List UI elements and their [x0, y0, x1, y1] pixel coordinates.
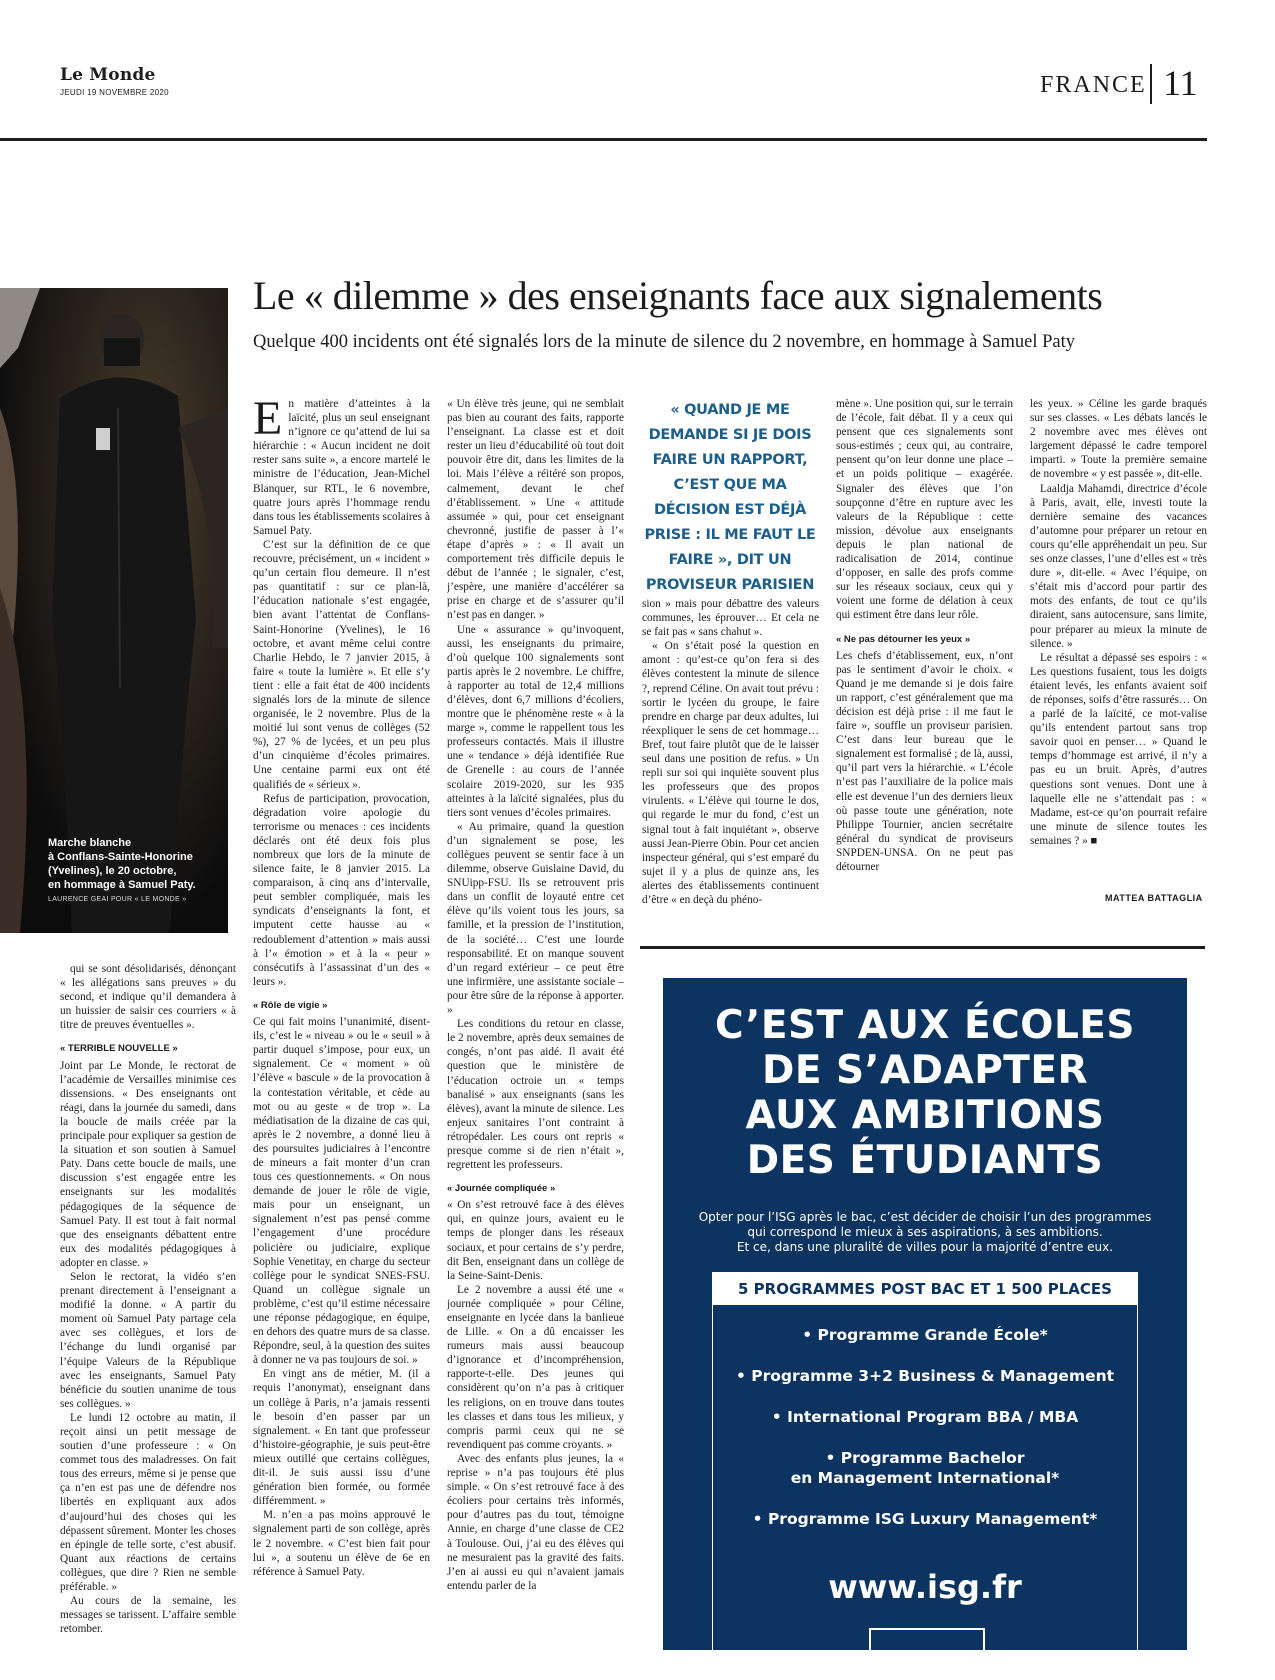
- photo-caption-line: en hommage à Samuel Paty.: [48, 879, 196, 891]
- article-column-2: [447, 397, 624, 1650]
- article-paragraph: [447, 623, 624, 820]
- article-paragraph: [253, 1367, 430, 1508]
- ad-subtitle-line: Et ce, dans une pluralité de villes pour la majorité d’entre eux.: [736, 1240, 1114, 1254]
- paragraph-text: « Ne pas détourner les yeux »: [836, 633, 971, 645]
- paragraph-text: Au cours de la semaine, les messages se tarissent. L’affaire semble retomber.: [60, 1595, 236, 1636]
- paragraph-text: sion » mais pour débattre des valeurs communes, les éprouver… Et cela ne se fait pas « sans chahut ».: [642, 598, 819, 639]
- paragraph-text: Une « assurance » qu’invoquent, aussi, les enseignants du primaire, d’où quelque 100 signalements sont partis après le 2 novembre. Le chiffre, à rapporter au total de 12,4 millions d’élèves, dont 6,7 millions d’écoliers, montre que le phénomène reste « à la marge », comme le rappellent tous les professeurs contactés. Mais il illustre une « tendance » déjà identifiée Rue de Grenelle : au cours de l’année scolaire 2019-2020, sur les 935 atteintes à la laïcité signalées, plus du tiers sont venues d’écoles primaires.: [447, 623, 624, 819]
- article-column-5: [1030, 397, 1207, 889]
- paragraph-text: « Un élève très jeune, qui ne semblait pas bien au courant des faits, rapporte l’enseignant. La classe est et doit rester un lieu d’éducabilité où tout doit pouvoir être dit, dans les limites de la loi. Mais l’élève a réitéré son propos, calmement, devant le chef d’établissement. » Une « attitude assumée » qui, pour cet enseignant chevronné, justifie de passer à l’« étape d’après » : « Il avait un comportement très difficile depuis le début de l’année ; le signaler, c’est, j’espère, une manière d’accélérer sa prise en charge et de s’assurer qu’il n’est pas en danger. »: [447, 398, 624, 622]
- ad-program-item: en Management International*: [790, 1469, 1060, 1487]
- paragraph-text: M. n’en a pas moins approuvé le signalement parti de son collège, après le 2 novembre. « C’est bien fait pour lui », a soutenu un élève de 6e en référence à Samuel Paty.: [253, 1509, 430, 1578]
- article-paragraph: [447, 1452, 624, 1593]
- ad-logo-frame: [869, 1628, 985, 1670]
- paragraph-text: les yeux. » Céline les garde braqués sur ses classes. « Les débats lancés le 2 novembre avec mes élèves ont largement dépassé le cadre temporel imparti. » Toute la première semaine de novembre « y est passée », dit-elle.: [1030, 398, 1207, 481]
- article-paragraph: [253, 538, 430, 792]
- ad-program-item: • Programme Grande École*: [802, 1326, 1048, 1344]
- article-subheading: [447, 1182, 624, 1196]
- paragraph-text: « On s’était posé la question en amont : qu’est-ce qu’on fera si des élèves contestent la minute de silence ?, reprend Céline. On avait tout prévu : sortir le lycéen du groupe, le faire prendre en charge par deux adultes, lui réexpliquer le sens de cet hommage… Bref, tout faire plutôt que de le laisser seul dans une position de refus. » Un repli sur soi qui inquiète souvent plus les professeurs que des propos virulents. « L’élève qui tourne le dos, qui regarde le mur du fond, c’est un signal tout à fait inquiétant », observe aussi Jean-Pierre Obin. Pour cet ancien inspecteur général, qui s’est emparé du sujet il y a plus de quinze ans, les alertes des établissements continuent d’être « en deçà du phéno-: [642, 640, 819, 906]
- paragraph-text: En vingt ans de métier, M. (il a requis l’anonymat), enseignant dans un collège à Paris, n’a jamais ressenti le besoin d’en passer par un signalement. « En tant que professeur d’histoire-géographie, je suis peut-être mieux outillé que certains collègues, dit-il. Je suis aussi issu d’une génération bien formée, ou formée différemment. »: [253, 1368, 430, 1508]
- article-paragraph: [447, 1017, 624, 1172]
- paragraph-text: « Au primaire, quand la question d’un signalement se pose, les collègues peuvent se sentir face à un dilemme, observe Guislaine David, du SNUipp-FSU. Ils se retrouvent pris dans un conflit de loyauté entre cet élève qu’ils voient tous les jours, sa famille, et la pression de l’institution, de la société… C’est une lourde responsabilité. Et on manque souvent d’un regard extérieur – ce peut être une infirmière, une assistante sociale – pour être sûre de la réponse à apporter. »: [447, 820, 624, 1017]
- pull-quote: « QUAND JE ME DEMANDE SI JE DOIS FAIRE UN RAPPORT, C’EST QUE MA DÉCISION EST DÉJÀ PRISE : IL ME FAUT LE FAIRE », DIT UN PROVISEUR PARISIEN: [644, 402, 816, 593]
- ad-program-item: • Programme ISG Luxury Management*: [752, 1510, 1098, 1528]
- paragraph-text: « On s’est retrouvé face à des élèves qui, en quinze jours, avaient eu le temps de plonger dans les réseaux sociaux, et pour certains de s’y perdre, dit Ben, enseignant dans un collège de la Seine-Saint-Denis.: [447, 1199, 624, 1282]
- header-rule: [0, 138, 1207, 141]
- paragraph-text: Laaldja Mahamdi, directrice d’école à Paris, avait, elle, investi toute la dernière semaine des vacances d’automne pour préparer un retour en cours qu’elle appréhendait un peu. Sur ses onze classes, l’une d’elles est « très dure », dit-elle. « Avec l’équipe, on s’était mis d’accord pour partir des mots des enfants, de tout ce qu’ils diraient, sans autocensure, sans limite, pour préparer au mieux la minute de silence. »: [1030, 482, 1207, 650]
- photo-caption-line: (Yvelines), le 20 octobre,: [48, 865, 177, 877]
- article-paragraph: [60, 1270, 236, 1411]
- paragraph-text: C’est sur la définition de ce que recouvre, précisément, un « incident » qu’un certain flou demeure. Il n’est pas quantitatif : sur ce plan-là, l’éducation nationale s’est engagée, bien avant l’attentat de Conflans-Saint-Honorine (Yvelines), le 16 octobre, et avant même celui contre Charlie Hebdo, le 7 janvier 2015, à faire « toute la lumière ». Et elle s’y tient : elle a fait état de 400 incidents signalés lors de la minute de silence organisée, le 2 novembre. Plus de la moitié lui sont venus de collèges (52 %), 27 % de lycées, et un peu plus d’un cinquième d’écoles primaires. Une centaine parmi eux ont été qualifiés de « sérieux ».: [253, 538, 430, 791]
- paragraph-text: « Rôle de vigie »: [253, 999, 328, 1011]
- photo-credit: LAURENCE GEAI POUR « LE MONDE »: [48, 896, 187, 903]
- newspaper-logo: Le Monde: [60, 65, 156, 85]
- photo-caption-line: à Conflans-Sainte-Honorine: [48, 851, 193, 863]
- ad-title-line: DES ÉTUDIANTS: [746, 1138, 1104, 1183]
- article-column-4: [836, 397, 1013, 907]
- article-paragraph: [1030, 651, 1207, 848]
- issue-date: JEUDI 19 NOVEMBRE 2020: [60, 88, 169, 97]
- article-paragraph: [60, 1411, 236, 1594]
- article-paragraph: [253, 1508, 430, 1578]
- ad-subtitle-line: Opter pour l’ISG après le bac, c’est décider de choisir l’un des programmes: [698, 1210, 1152, 1224]
- article-paragraph: [836, 649, 1013, 875]
- ad-subtitle-line: qui correspond le mieux à ses aspirations, à ses ambitions.: [747, 1225, 1103, 1239]
- article-paragraph: [253, 1015, 430, 1367]
- photo-caption: [48, 836, 223, 892]
- paragraph-text: Ce qui fait moins l’unanimité, disent-ils, c’est le « niveau » ou le « seuil » à partir duquel s’impose, pour eux, un signalement. Ce « moment » où l’élève « bascule » de la provocation à la contestation véritable, et cède au mot ou au geste « de trop ». La médiatisation de la dizaine de cas qui, après le 2 novembre, a donné lieu à des poursuites judiciaires à l’encontre de mineurs a fait monter d’un cran tous ces questionnements. « On nous demande de jouer le rôle de vigie, mais pour un enseignant, un signalement n’est pas pensé comme l’engagement d’une procédure policière ou judiciaire, explique Sophie Venetitay, en charge du secteur collège pour le syndicat SNES-FSU. Quand un collègue signale un problème, c’est qu’il estime nécessaire une réponse pédagogique, en équipe, en dehors des quatre murs de sa classe. Répondre, seul, à la question des suites à donner ne va pas toujours de soi. »: [253, 1016, 430, 1367]
- article-paragraph: [836, 397, 1013, 623]
- paragraph-text: Les conditions du retour en classe, le 2 novembre, après deux semaines de congés, n’ont pas aidé. Il avait été question que le ministère de l’éducation octroie un « temps banalisé » aux enseignants (sans les élèves), avant la minute de silence. Les enjeux sanitaires l’ont contraint à rétropédaler. Les cours ont repris « presque comme si de rien n’était », regrettent les professeurs.: [447, 1018, 624, 1172]
- paragraph-text: Refus de participation, provocation, dégradation voire apologie du terrorisme ou menaces : ces incidents déclarés ont été deux fois plus nombreux que lors de la minute de silence faite, le 8 janvier 2015. La comparaison, à cinq ans d’intervalle, peut sembler compliquée, mais les syndicats d’enseignants la font, et imputent cette hausse au « redoublement d’attention » mais aussi à l’« émotion » et à la « peur » consécutifs à l’assassinat d’un des « leurs ».: [253, 792, 430, 988]
- paragraph-text: Le 2 novembre a aussi été une « journée compliquée » pour Céline, enseignante en lycée dans la banlieue de Lille. « On a dû encaisser les rumeurs mais aussi beaucoup d’ignorance et d’incompréhension, rapporte-t-elle. Des jeunes qui considèrent qu’on n’a pas à critiquer les religions, on en trouve dans toutes les classes et dans tous les milieux, y compris parmi ceux qui ne se revendiquent pas comme croyants. »: [447, 1283, 624, 1451]
- article-paragraph: [447, 1198, 624, 1283]
- article-paragraph: [253, 792, 430, 989]
- photo-caption-line: Marche blanche: [48, 837, 132, 849]
- ad-title-line: AUX AMBITIONS: [745, 1093, 1105, 1138]
- paragraph-text: Le lundi 12 octobre au matin, il reçoit ainsi un petit message de soutien d’une professeure : « On commet tous des maladresses. On fait tous des erreurs, même si je pense que ça n’en est pas une de défendre nos libertés en expliquant aux ados d’aujourd’hui des choses qui les dépassent sûrement. Monter les choses en épingle de telle sorte, c’est abusif. Quant aux réactions de certains collègues, que dire ? Rien ne semble préférable. »: [60, 1411, 236, 1594]
- article-paragraph: [1030, 397, 1207, 482]
- ad-title-line: C’EST AUX ÉCOLES: [714, 1003, 1136, 1048]
- ad-website-link[interactable]: www.isg.fr: [828, 1568, 1022, 1606]
- drop-cap: E: [253, 397, 283, 445]
- paragraph-text: « Journée compliquée »: [447, 1183, 556, 1195]
- article-paragraph: [642, 597, 819, 639]
- paragraph-text: mène ». Une position qui, sur le terrain de l’école, fait débat. Il y a ceux qui pensent que ces signalements sont sous-estimés ; ceux qui, au contraire, pensent qu’on leur donne une place – et un poids politique – exagérée. Signaler des élèves que l’on soupçonne d’être en rupture avec les valeurs de la République : cette mission, dévolue aux enseignants depuis le plan national de radicalisation de 2014, continue d’opposer, en salle des profs comme sur les réseaux sociaux, ceux qui y voient une forme de délation à ceux qui estiment être dans leur rôle.: [836, 398, 1013, 622]
- section-name: FRANCE: [1040, 72, 1147, 98]
- article-paragraph: [642, 639, 819, 907]
- article-standfirst: Quelque 400 incidents ont été signalés lors de la minute de silence du 2 novembre, en hommage à Samuel Paty: [253, 332, 1076, 352]
- paragraph-text: Selon le rectorat, la vidéo s’en prenant directement à l’enseignant a modifié la donne. « A partir du moment où Samuel Paty partage cela avec ses collègues, et lors de l’échange du lundi organisé par l’équipe Valeurs de la République avec les enseignants, Samuel Paty bénéficie du soutien unanime de tous ses collègues. »: [60, 1270, 236, 1410]
- article-column-1: [253, 397, 430, 1650]
- article-paragraph: [447, 1283, 624, 1452]
- article-paragraph: [447, 397, 624, 623]
- ad-list-header: 5 PROGRAMMES POST BAC ET 1 500 PLACES: [713, 1273, 1137, 1305]
- article-paragraph: [253, 397, 430, 538]
- paragraph-text: Le résultat a dépassé ses espoirs : « Les questions fusaient, tous les doigts étaient levés, les enfants avaient soif de réponses, soifs d’être rassurés… On a parlé de la laïcité, ce mot-valise qu’ils entendent partout sans trop savoir quoi en penser… » Quand le temps d’hommage est arrivé, il n’y a pas eu un bruit. Après, d’autres questions sont venues. Dont une à laquelle elle ne s’attendait pas : « Madame, est-ce qu’on pourrait refaire une minute de silence toutes les semaines ? » ■: [1030, 651, 1207, 847]
- article-subheading: [836, 633, 1013, 647]
- ad-program-item: • Programme 3+2 Business & Management: [735, 1367, 1115, 1385]
- article-subheading: [60, 1042, 236, 1056]
- paragraph-text: Les chefs d’établissement, eux, n’ont pas le sentiment d’avoir le choix. « Quand je me demande si je dois faire un rapport, c’est généralement que ma décision est déjà prise : il me faut le faire », souffle un proviseur parisien. C’est dans leur bureau que le signalement est formalisé ; de là, aussi, qu’il part vers la hiérarchie. « L’école n’est pas l’auxiliaire de la police mais elle est devenue l’un des derniers lieux où passe toute une génération, note Philippe Tournier, ancien secrétaire général du syndicat de proviseurs SNPDEN-UNSA. On ne peut pas détourner: [836, 649, 1013, 873]
- paragraph-text: Joint par Le Monde, le rectorat de l’académie de Versailles minimise ces dissensions. « Des enseignants ont réagi, dans la journée du samedi, dans la boucle de mails créée par la principale pour expliquer sa gestion de la situation et son soutien à Samuel Paty. Dans cette boucle de mails, une discussion s’est engagée entre les enseignants sur les modalités pédagogiques de la séquence de Samuel Paty. Il est tout à fait normal que des enseignants débattent entre eux des modalités pédagogiques à adopter en classe. »: [60, 1059, 236, 1269]
- article-subheading: [253, 999, 430, 1013]
- article-paragraph: [1030, 482, 1207, 651]
- ad-program-item: • International Program BBA / MBA: [771, 1408, 1079, 1426]
- ad-title-line: DE S’ADAPTER: [761, 1048, 1089, 1093]
- ad-program-list: [712, 1272, 1138, 1680]
- ad-title: [663, 1003, 1187, 1183]
- article-headline: Le « dilemme » des enseignants face aux signalements: [253, 273, 1103, 318]
- article-paragraph: [447, 820, 624, 1017]
- article-paragraph: [60, 962, 236, 1032]
- article-paragraph: [60, 1059, 236, 1270]
- paragraph-text: Avec des enfants plus jeunes, la « reprise » n’a pas toujours été plus simple. « On s’est retrouvé face à des écoliers pour certains très informés, pour d’autres pas du tout, témoigne Annie, en charge d’une classe de CE2 à Toulouse. Oui, j’ai eu des élèves qui ne mesuraient pas la gravité des faits. J’en ai aussi eu qui n’avaient jamais entendu parler de la: [447, 1452, 624, 1592]
- article-paragraph: [60, 1594, 236, 1636]
- author-signature: MATTEA BATTAGLIA: [1105, 893, 1203, 903]
- paragraph-text: « TERRIBLE NOUVELLE »: [60, 1043, 178, 1055]
- article-column-continuation: [60, 962, 236, 1650]
- paragraph-text: qui se sont désolidarisés, dénonçant « les allégations sans preuves » du second, et indique qu’il demandera à un huissier de saisir ces courriers « à titre de preuves éventuelles ».: [60, 963, 236, 1032]
- section-divider: [1150, 64, 1152, 104]
- advertisement[interactable]: [663, 978, 1187, 1650]
- ad-subtitle: [683, 1210, 1167, 1255]
- ad-program-item: • Programme Bachelor: [825, 1449, 1025, 1467]
- advertisement-rule: [640, 946, 1205, 949]
- page-number: 11: [1163, 63, 1198, 103]
- article-column-3: [642, 597, 819, 907]
- paragraph-text: n matière d’atteintes à la laïcité, plus un seul enseignant n’ignore ce qu’attend de lui sa hiérarchie : « Aucun incident ne doit rester sans suite », a encore martelé le ministre de l’éducation, Jean-Michel Blanquer, sur RTL, le 6 novembre, quatre jours après l’hommage rendu dans tous les établissements scolaires à Samuel Paty.: [253, 398, 430, 537]
